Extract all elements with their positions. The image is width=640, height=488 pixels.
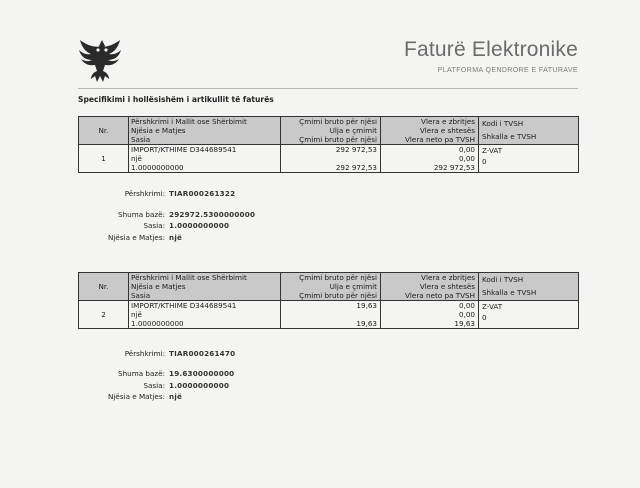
header-gross-price: Çmimi bruto për njësi Ulja e çmimit Çmimi bruto për njësi	[281, 117, 381, 145]
section-title: Specifikimi i hollësishëm i artikullit të faturës	[78, 95, 274, 104]
table-row	[79, 145, 579, 173]
item-nr: 1	[79, 145, 129, 173]
header-gross-price: Çmimi bruto për njësi Ulja e çmimit Çmimi bruto për njësi	[281, 273, 381, 301]
header-vat: Kodi i TVSH Shkalla e TVSH	[479, 273, 579, 301]
header-discount: Vlera e zbritjes Vlera e shtesës Vlera neto pa TVSH	[381, 273, 479, 301]
item-discount: 0,00 0,00 292 972,53	[381, 145, 479, 173]
header-divider	[78, 88, 578, 89]
item-detail-unit: Njësia e Matjes: një	[108, 392, 183, 401]
item-detail-quantity: Sasia: 1.0000000000	[143, 381, 230, 390]
header-nr: Nr.	[79, 117, 129, 145]
table-row	[79, 301, 579, 329]
item-table-header	[79, 117, 579, 145]
item-detail-base-amount: Shuma bazë: 19.6300000000	[118, 369, 235, 378]
item-table-2	[78, 272, 579, 329]
document-title: Faturë Elektronike	[403, 38, 578, 61]
item-vat: Z-VAT 0	[479, 301, 579, 329]
header-vat: Kodi i TVSH Shkalla e TVSH	[479, 117, 579, 145]
item-vat: Z-VAT 0	[479, 145, 579, 173]
item-gross-price: 292 972,53 292 972,53	[281, 145, 381, 173]
item-detail-unit: Njësia e Matjes: një	[108, 233, 183, 242]
header-description: Përshkrimi i Mallit ose Shërbimit Njësia e Matjes Sasia	[129, 273, 281, 301]
item-detail-description: Përshkrimi: TIAR000261470	[124, 349, 236, 358]
albanian-eagle-emblem-icon	[78, 36, 126, 88]
item-table-header	[79, 273, 579, 301]
item-discount: 0,00 0,00 19,63	[381, 301, 479, 329]
header-description: Përshkrimi i Mallit ose Shërbimit Njësia e Matjes Sasia	[129, 117, 281, 145]
header-discount: Vlera e zbritjes Vlera e shtesës Vlera neto pa TVSH	[381, 117, 479, 145]
item-detail-quantity: Sasia: 1.0000000000	[143, 221, 230, 230]
item-gross-price: 19,63 19,63	[281, 301, 381, 329]
header-nr: Nr.	[79, 273, 129, 301]
item-table-1	[78, 116, 579, 173]
item-description: IMPORT/KTHIME D344689541 një 1.0000000000	[129, 301, 281, 329]
item-detail-description: Përshkrimi: TIAR000261322	[124, 189, 236, 198]
item-nr: 2	[79, 301, 129, 329]
item-detail-base-amount: Shuma bazë: 292972.5300000000	[118, 210, 256, 219]
document-subtitle: PLATFORMA QENDRORE E FATURAVE	[437, 67, 578, 74]
item-description: IMPORT/KTHIME D344689541 një 1.0000000000	[129, 145, 281, 173]
